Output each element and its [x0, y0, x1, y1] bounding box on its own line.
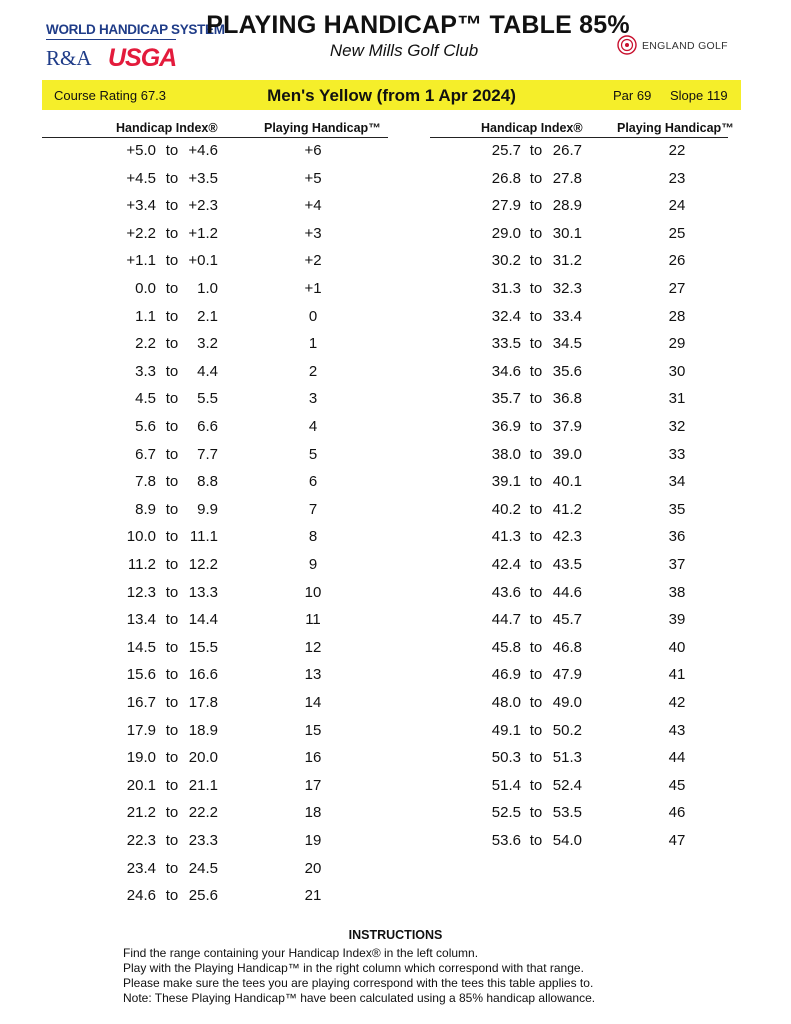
range-to: to [165, 749, 179, 767]
range-to: to [165, 142, 179, 159]
handicap-index-low: 26.8 [491, 169, 521, 187]
handicap-index-high: 45.7 [552, 611, 582, 629]
playing-handicap-value: +6 [304, 142, 322, 159]
handicap-index-high: 32.3 [552, 280, 582, 297]
handicap-index-high: 47.9 [552, 666, 582, 684]
handicap-index-low: 46.9 [491, 666, 521, 684]
range-to: to [529, 252, 543, 270]
right-playing-handicap-header: Playing Handicap™ [617, 121, 734, 135]
playing-handicap-value: 46 [668, 804, 686, 822]
handicap-index-high: 13.3 [188, 583, 218, 601]
handicap-index-high: 16.6 [188, 666, 218, 684]
handicap-index-high: 52.4 [552, 776, 582, 794]
handicap-index-high: 50.2 [552, 721, 582, 739]
handicap-index-high: 39.0 [552, 445, 582, 463]
handicap-index-low: 8.9 [135, 500, 156, 518]
handicap-index-low: 1.1 [135, 307, 156, 325]
playing-handicap-value: 11 [305, 611, 321, 629]
range-to: to [529, 307, 543, 325]
handicap-index-high: 34.5 [552, 335, 582, 353]
handicap-index-low: 27.9 [491, 197, 521, 215]
handicap-index-low: 39.1 [491, 473, 521, 491]
range-to: to [165, 418, 179, 435]
range-to: to [529, 445, 543, 463]
playing-handicap-value: 7 [308, 500, 318, 518]
playing-handicap-value: 33 [668, 445, 686, 463]
range-to: to [165, 390, 179, 408]
range-to: to [165, 859, 179, 877]
handicap-index-low: 34.6 [491, 362, 521, 380]
playing-handicap-value: 42 [668, 694, 686, 711]
handicap-index-low: 17.9 [126, 721, 156, 739]
handicap-index-high: 33.4 [552, 307, 582, 325]
handicap-index-low: +3.4 [126, 197, 156, 215]
playing-handicap-value: 17 [304, 776, 322, 794]
handicap-index-high: 40.1 [552, 473, 582, 491]
playing-handicap-value: 21 [304, 887, 322, 905]
range-to: to [165, 638, 179, 656]
range-to: to [165, 611, 179, 629]
range-to: to [529, 611, 543, 629]
handicap-index-high: 7.7 [197, 445, 218, 463]
playing-handicap-value: 35 [668, 500, 686, 518]
handicap-index-low: 25.7 [491, 142, 521, 159]
range-to: to [529, 335, 543, 353]
handicap-index-high: 43.5 [552, 556, 582, 573]
handicap-index-high: 42.3 [552, 528, 582, 546]
playing-handicap-value: 24 [668, 197, 686, 215]
instruction-line: Note: These Playing Handicap™ have been calculated using a 85% handicap allowance. [123, 991, 596, 1005]
handicap-index-low: 20.1 [126, 776, 156, 794]
playing-handicap-value: 25 [668, 224, 686, 242]
playing-handicap-value: 38 [668, 583, 686, 601]
playing-handicap-value: 32 [668, 418, 686, 435]
handicap-index-low: 51.4 [491, 776, 521, 794]
handicap-index-high: 4.4 [197, 362, 218, 380]
handicap-index-high: +1.2 [188, 224, 218, 242]
playing-handicap-value: 23 [668, 169, 686, 187]
playing-handicap-value: 37 [668, 556, 686, 573]
handicap-index-high: 11.1 [189, 528, 218, 546]
range-to: to [529, 721, 543, 739]
handicap-index-high: 30.1 [552, 224, 582, 242]
playing-handicap-value: 3 [308, 390, 318, 408]
handicap-index-low: +1.1 [126, 252, 156, 270]
playing-handicap-value: +5 [304, 169, 322, 187]
range-to: to [529, 804, 543, 822]
range-to: to [529, 197, 543, 215]
handicap-index-high: 18.9 [188, 721, 218, 739]
england-golf-logo: ENGLAND GOLF [642, 40, 728, 52]
range-to: to [165, 473, 179, 491]
ra-logo: R&A [46, 46, 92, 70]
page-title: PLAYING HANDICAP™ TABLE 85% [206, 11, 630, 39]
handicap-index-high: 51.3 [552, 749, 582, 767]
instruction-line: Please make sure the tees you are playing correspond with the tees this table applies to. [123, 976, 594, 990]
handicap-index-low: 5.6 [135, 418, 156, 435]
range-to: to [529, 776, 543, 794]
handicap-index-low: 19.0 [126, 749, 156, 767]
slope-value: Slope 119 [670, 88, 728, 103]
playing-handicap-value: 2 [308, 362, 318, 380]
range-to: to [165, 197, 179, 215]
handicap-index-high: +3.5 [188, 169, 218, 187]
range-to: to [529, 528, 543, 546]
handicap-index-high: 17.8 [188, 694, 218, 711]
handicap-index-high: 22.2 [188, 804, 218, 822]
handicap-index-high: 8.8 [197, 473, 218, 491]
handicap-index-low: 15.6 [126, 666, 156, 684]
handicap-index-high: +2.3 [188, 197, 218, 215]
range-to: to [529, 390, 543, 408]
playing-handicap-value: 28 [668, 307, 686, 325]
range-to: to [165, 556, 179, 573]
playing-handicap-value: 10 [304, 583, 322, 601]
handicap-index-high: 2.1 [197, 307, 218, 325]
playing-handicap-value: +1 [304, 280, 322, 297]
range-to: to [165, 721, 179, 739]
handicap-index-high: 15.5 [188, 638, 218, 656]
handicap-index-low: 32.4 [491, 307, 521, 325]
range-to: to [165, 804, 179, 822]
handicap-index-low: 31.3 [491, 280, 521, 297]
range-to: to [529, 362, 543, 380]
playing-handicap-value: 30 [668, 362, 686, 380]
range-to: to [165, 445, 179, 463]
range-to: to [529, 169, 543, 187]
range-to: to [165, 887, 179, 905]
handicap-index-high: 23.3 [188, 832, 218, 849]
playing-handicap-value: 13 [304, 666, 322, 684]
handicap-index-low: 38.0 [491, 445, 521, 463]
handicap-index-low: 7.8 [135, 473, 156, 491]
handicap-index-low: 43.6 [491, 583, 521, 601]
handicap-index-low: 16.7 [126, 694, 156, 711]
instructions-title: INSTRUCTIONS [348, 928, 443, 942]
handicap-index-high: 14.4 [188, 611, 218, 629]
handicap-index-high: 5.5 [197, 390, 218, 408]
handicap-index-low: 45.8 [491, 638, 521, 656]
left-playing-handicap-header: Playing Handicap™ [264, 121, 381, 135]
playing-handicap-value: 41 [668, 666, 686, 684]
range-to: to [165, 280, 179, 297]
playing-handicap-value: 43 [668, 721, 686, 739]
handicap-index-low: 44.7 [491, 611, 521, 629]
range-to: to [165, 776, 179, 794]
range-to: to [529, 418, 543, 435]
handicap-index-high: 49.0 [552, 694, 582, 711]
handicap-index-high: 12.2 [188, 556, 218, 573]
playing-handicap-value: 19 [304, 832, 322, 849]
playing-handicap-value: 9 [308, 556, 318, 573]
handicap-index-low: 10.0 [126, 528, 156, 546]
range-to: to [165, 335, 179, 353]
handicap-index-low: +4.5 [126, 169, 156, 187]
handicap-index-low: 48.0 [491, 694, 521, 711]
instruction-line: Play with the Playing Handicap™ in the right column which correspond with that range. [123, 961, 584, 975]
range-to: to [165, 832, 179, 849]
handicap-index-high: 21.1 [188, 776, 218, 794]
handicap-index-high: 1.0 [197, 280, 218, 297]
handicap-index-high: 28.9 [552, 197, 582, 215]
handicap-index-high: 35.6 [552, 362, 582, 380]
range-to: to [529, 749, 543, 767]
playing-handicap-value: 20 [304, 859, 322, 877]
range-to: to [529, 832, 543, 849]
range-to: to [529, 556, 543, 573]
range-to: to [165, 666, 179, 684]
playing-handicap-value: 18 [304, 804, 322, 822]
range-to: to [529, 473, 543, 491]
range-to: to [165, 500, 179, 518]
course-rating: Course Rating 67.3 [54, 88, 167, 103]
playing-handicap-value: 40 [668, 638, 686, 656]
handicap-index-high: 54.0 [552, 832, 582, 849]
playing-handicap-value: 31 [668, 390, 686, 408]
handicap-index-low: 3.3 [135, 362, 156, 380]
range-to: to [529, 142, 543, 159]
club-name: New Mills Golf Club [329, 41, 479, 60]
left-header-rule [42, 137, 388, 138]
handicap-index-high: 20.0 [188, 749, 218, 767]
playing-handicap-value: 27 [668, 280, 686, 297]
range-to: to [529, 280, 543, 297]
handicap-index-low: 30.2 [491, 252, 521, 270]
range-to: to [165, 224, 179, 242]
handicap-index-low: +2.2 [126, 224, 156, 242]
handicap-index-low: 23.4 [126, 859, 156, 877]
handicap-index-low: 2.2 [135, 335, 156, 353]
playing-handicap-value: 15 [304, 721, 322, 739]
handicap-index-high: 37.9 [552, 418, 582, 435]
range-to: to [165, 583, 179, 601]
handicap-index-high: 46.8 [552, 638, 582, 656]
handicap-index-low: 0.0 [135, 280, 156, 297]
handicap-index-high: 24.5 [188, 859, 218, 877]
range-to: to [529, 638, 543, 656]
playing-handicap-value: 34 [668, 473, 686, 491]
handicap-index-low: 4.5 [135, 390, 156, 408]
handicap-index-low: 36.9 [491, 418, 521, 435]
handicap-index-low: 50.3 [491, 749, 521, 767]
handicap-index-low: 22.3 [126, 832, 156, 849]
range-to: to [165, 362, 179, 380]
playing-handicap-value: 4 [308, 418, 318, 435]
handicap-index-high: 41.2 [552, 500, 582, 518]
handicap-index-high: 26.7 [552, 142, 582, 159]
handicap-index-high: 36.8 [552, 390, 582, 408]
handicap-index-high: 31.2 [552, 252, 582, 270]
playing-handicap-value: 1 [308, 335, 318, 353]
handicap-index-low: 49.1 [491, 721, 521, 739]
playing-handicap-value: 5 [308, 445, 318, 463]
playing-handicap-value: 47 [668, 832, 686, 849]
range-to: to [529, 583, 543, 601]
handicap-index-high: 25.6 [188, 887, 218, 905]
handicap-index-low: 12.3 [126, 583, 156, 601]
playing-handicap-value: 45 [668, 776, 686, 794]
playing-handicap-value: 29 [668, 335, 686, 353]
range-to: to [529, 666, 543, 684]
playing-handicap-value: 14 [304, 694, 322, 711]
playing-handicap-value: 0 [308, 307, 318, 325]
playing-handicap-value: 26 [668, 252, 686, 270]
course-info-band [42, 80, 741, 110]
range-to: to [165, 169, 179, 187]
playing-handicap-value: 12 [304, 638, 322, 656]
playing-handicap-value: +4 [304, 197, 322, 215]
range-to: to [165, 252, 179, 270]
england-golf-rose-icon [617, 35, 637, 55]
handicap-index-high: 27.8 [552, 169, 582, 187]
playing-handicap-value: +2 [304, 252, 322, 270]
range-to: to [165, 307, 179, 325]
range-to: to [529, 694, 543, 711]
handicap-index-low: 42.4 [491, 556, 521, 573]
playing-handicap-value: 6 [308, 473, 318, 491]
handicap-index-low: 33.5 [491, 335, 521, 353]
handicap-index-high: +4.6 [188, 142, 218, 159]
range-to: to [529, 224, 543, 242]
range-to: to [529, 500, 543, 518]
playing-handicap-value: +3 [304, 224, 322, 242]
instruction-line: Find the range containing your Handicap Index® in the left column. [123, 946, 479, 960]
handicap-index-low: 13.4 [126, 611, 156, 629]
handicap-index-low: 40.2 [491, 500, 521, 518]
left-handicap-index-header: Handicap Index® [116, 121, 218, 135]
playing-handicap-value: 8 [308, 528, 318, 546]
whs-logo: WORLD HANDICAP SYSTEM [46, 22, 176, 40]
handicap-index-high: 6.6 [197, 418, 218, 435]
handicap-index-low: 24.6 [126, 887, 156, 905]
handicap-index-low: 52.5 [491, 804, 521, 822]
handicap-index-low: 6.7 [135, 445, 156, 463]
handicap-index-low: 41.3 [491, 528, 521, 546]
handicap-index-low: 11.2 [127, 556, 156, 573]
handicap-index-high: 53.5 [552, 804, 582, 822]
handicap-index-low: 21.2 [126, 804, 156, 822]
tee-name: Men's Yellow (from 1 Apr 2024) [267, 86, 516, 105]
handicap-index-low: +5.0 [126, 142, 156, 159]
handicap-index-low: 35.7 [491, 390, 521, 408]
par-value: Par 69 [613, 88, 652, 103]
usga-logo: USGA [108, 44, 177, 72]
handicap-index-low: 29.0 [491, 224, 521, 242]
range-to: to [165, 528, 179, 546]
playing-handicap-value: 44 [668, 749, 686, 767]
playing-handicap-value: 36 [668, 528, 686, 546]
range-to: to [165, 694, 179, 711]
right-header-rule [430, 137, 728, 138]
playing-handicap-value: 16 [304, 749, 322, 767]
right-handicap-index-header: Handicap Index® [481, 121, 583, 135]
handicap-index-high: 44.6 [552, 583, 582, 601]
playing-handicap-value: 22 [668, 142, 686, 159]
handicap-index-high: 9.9 [197, 500, 218, 518]
handicap-index-high: 3.2 [197, 335, 218, 353]
handicap-index-low: 53.6 [491, 832, 521, 849]
playing-handicap-value: 39 [668, 611, 686, 629]
handicap-index-high: +0.1 [188, 252, 218, 270]
handicap-index-low: 14.5 [126, 638, 156, 656]
